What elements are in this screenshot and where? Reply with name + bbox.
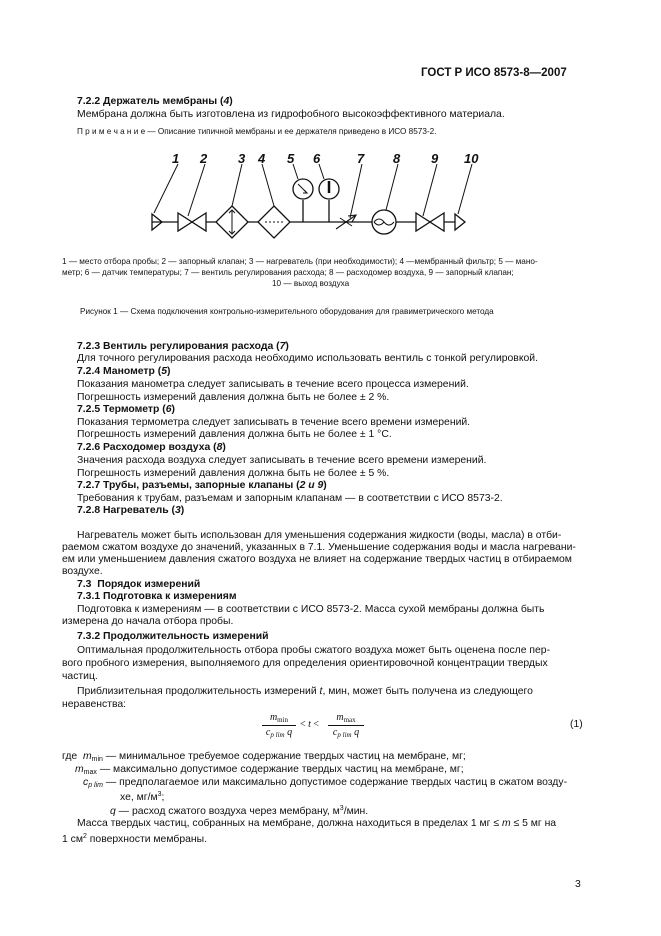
paragraph-line: Показания термометра следует записывать в течение всего времени измерений. [77,417,471,428]
paragraph-line: Для точного регулирования расхода необходимо использовать вентиль с тонкой регулировкой. [77,353,538,364]
figure-label: 10 [464,151,479,166]
figure-label: 1 [172,151,180,166]
section-heading [77,341,289,353]
closing-paren: ) [180,505,185,516]
closing-paren: ) [285,341,289,352]
definition-line: q — расход сжатого воздуха через мембрану, $м^3$/мин. [110,805,369,817]
paragraph-line: Погрешность измерений давления должна быть не более ± 5 %. [77,468,390,479]
definition-line: где $m_{min}$ — минимальное требуемое содержание твердых частиц на мембране, мг; [62,751,466,763]
paragraph-line: Погрешность измерений давления должна быть не более ± 1 °C. [77,429,392,440]
item-reference: 3 [174,505,181,516]
schematic-diagram [140,150,500,250]
definition-line: $c_{p lim}$ — предполагаемое или максимально допустимое содержание твердых частиц в сжатом возду- [83,777,568,789]
section-number: 7.2.7 [77,480,101,491]
paragraph-line: Значения расхода воздуха следует записывать в течение всего времени измерений. [77,455,487,466]
figure-label: 2 [200,151,208,166]
definition-line: $m_{max}$ — максимально допустимое содержание твердых частиц на мембране, мг; [75,764,464,776]
closing-paren: ) [323,480,327,491]
section-title: Нагреватель ( [103,505,175,516]
paragraph-line: Показания манометра следует записывать в течение всего процесса измерений. [77,379,469,390]
paragraph-line: Оптимальная продолжительность отбора пробы сжатого воздуха может быть оценена после пер- [77,645,551,656]
figure-label: 9 [431,151,439,166]
paragraph-line: воздухе. [62,566,103,577]
figure-label: 7 [357,151,365,166]
item-reference: 5 [161,366,167,377]
section-title: Манометр ( [103,366,162,377]
section-title: Трубы, разъемы, запорные клапаны ( [103,480,300,491]
section-heading-722: 7.2.2 Держатель мембраны (4) [77,96,233,107]
definition-line: хе, $мг/м^3$; [120,791,165,803]
paragraph-line: неравенства: [62,699,127,710]
paragraph-line: 1 $см^2$ поверхности мембраны. [62,833,207,845]
figure-legend-line: метр; 6 — датчик температуры; 7 — вентиль регулирования расхода; 8 — расходомер воздуха, 9 — запорный клапан; [62,268,514,277]
paragraph-line: Приблизительная продолжительность измерений t, мин, может быть получена из следующего [77,686,533,697]
section-number: 7.2.3 [77,341,101,352]
item-reference: 6 [165,404,172,415]
paragraph: Мембрана должна быть изготовлена из гидрофобного высокоэффективного материала. [77,109,505,120]
section-number: 7.2.5 [77,404,101,415]
figure-caption: Рисунок 1 — Схема подключения контрольно-измерительного оборудования для гравиметрического метода [80,307,494,316]
shutoff-valve-symbol [178,213,206,231]
paragraph-line: ем или уменьшением давления сжатого воздуха не влияет на содержание твердых частиц в отбираемом [62,554,572,565]
section-heading [77,480,327,492]
paragraph-line: измерена до начала отбора пробы. [62,616,234,627]
air-outlet-symbol [455,214,465,230]
figure-label: 3 [238,151,246,166]
section-number: 7.2.4 [77,366,101,377]
figure-label: 5 [287,151,295,166]
equation-number: (1) [570,719,583,730]
page-number: 3 [575,879,581,890]
section-heading [77,404,175,416]
section-heading [77,505,184,517]
closing-paren: ) [166,366,171,377]
inequality-core: < t < [300,719,320,730]
section-heading-73: 7.3 Порядок измерений [77,579,201,590]
item-reference: 8 [216,442,223,453]
document-header: ГОСТ Р ИСО 8573-8—2007 [421,67,567,79]
section-heading-732: 7.3.2 Продолжительность измерений [77,631,269,642]
paragraph-line: частиц. [62,671,98,682]
item-reference: 7 [279,341,286,352]
figure-legend-line: 1 — место отбора пробы; 2 — запорный клапан; 3 — нагреватель (при необходимости); 4 —мембранный фильтр; 5 — мано- [62,257,538,266]
shutoff-valve-symbol-2 [416,213,444,231]
figure-label: 6 [313,151,321,166]
paragraph-line: Требования к трубам, разъемам и запорным клапанам — в соответствии с ИСО 8573-2. [77,493,503,504]
paragraph-line: Погрешность измерений давления должна быть не более ± 2 %. [77,392,390,403]
paragraph-line: Масса твердых частиц, собранных на мембране, должна находиться в пределах 1 мг ≤ m ≤ 5 мг на [77,818,557,829]
section-heading [77,442,226,454]
inequality-formula [262,712,372,744]
section-number: 7.2.8 [77,505,101,516]
paragraph-line: Нагреватель может быть использован для уменьшения содержания жидкости (воды, масла) в отби- [77,530,562,541]
paragraph-line: раемом сжатом воздухе до значений, указанных в 7.1. Уменьшение содержания воды и масла нагревани- [62,542,576,553]
closing-paren: ) [222,442,226,453]
paragraph-line: вого пробного измерения, выполняемого для определения ориентировочной концентрации твердых [62,658,548,669]
section-title: Термометр ( [103,404,166,415]
section-number: 7.2.6 [77,442,101,453]
closing-paren: ) [171,404,175,415]
fraction-left: $m_{min}$ $c_{p lim}$ q [262,712,296,739]
item-reference: 2 и 9 [299,480,324,491]
paragraph-line: Подготовка к измерениям — в соответствии с ИСО 8573-2. Масса сухой мембраны должна быть [77,604,545,615]
fraction-right: $m_{max}$ $c_{p lim}$ q [328,712,364,739]
figure-label: 8 [393,151,401,166]
section-heading-731: 7.3.1 Подготовка к измерениям [77,591,237,602]
section-title: Расходомер воздуха ( [103,442,217,453]
figure-label: 4 [258,151,266,166]
section-title: Вентиль регулирования расхода ( [103,341,280,352]
figure-legend-line: 10 — выход воздуха [272,279,350,288]
section-heading [77,366,170,378]
note: П р и м е ч а н и е — Описание типичной мембраны и ее держателя приведено в ИСО 8573-2. [77,127,437,136]
